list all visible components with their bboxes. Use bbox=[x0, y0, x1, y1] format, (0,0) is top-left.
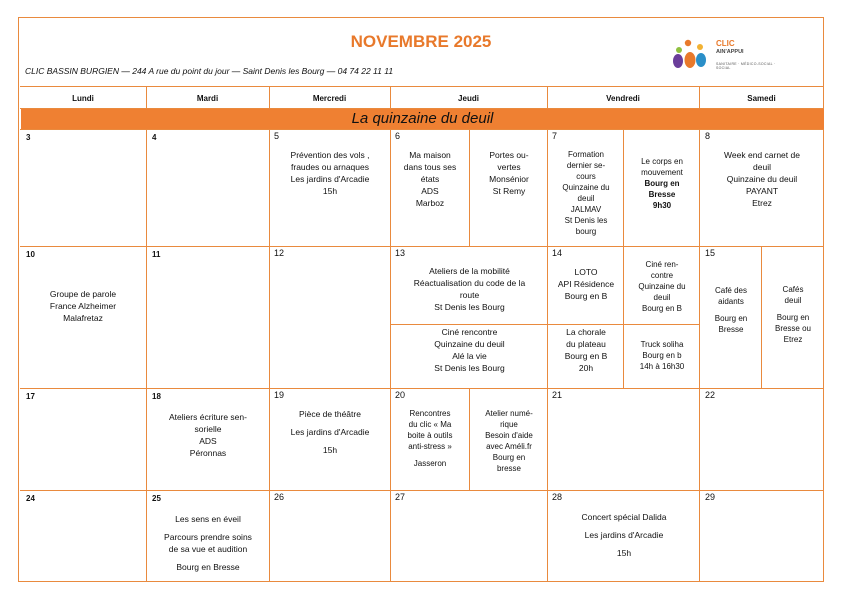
page-title: NOVEMBRE 2025 bbox=[350, 32, 492, 51]
event-ateliers-ecriture: Ateliers écriture sen- sorielle ADS Péronnas bbox=[169, 412, 247, 458]
day-number: 3 bbox=[26, 133, 31, 142]
event-corps-en-mouvement: Le corps en mouvement Bourg en Bresse 9h30 bbox=[641, 157, 683, 210]
logo-subname: AIN'APPUI bbox=[716, 49, 744, 55]
day-number: 25 bbox=[152, 494, 161, 503]
day-number: 15 bbox=[705, 248, 716, 258]
header-samedi: Samedi bbox=[747, 94, 776, 103]
day-number: 19 bbox=[274, 390, 285, 400]
event-chorale: La chorale du plateau Bourg en B 20h bbox=[564, 327, 608, 373]
organization-address: CLIC BASSIN BURGIEN — 244 A rue du point du jour — Saint Denis les Bourg — 04 74 22 11 11 bbox=[25, 66, 394, 76]
day-number: 24 bbox=[26, 494, 35, 503]
event-cine-rencontre: Ciné rencontre Quinzaine du deuil Alé la vie St Denis les Bourg bbox=[434, 327, 505, 373]
event-formation-dernier-secours: Formation dernier se- cours Quinzaine du deuil JALMAV St Denis les bourg bbox=[562, 150, 610, 236]
day-number: 17 bbox=[26, 392, 35, 401]
day-number: 10 bbox=[26, 250, 35, 259]
event-cafe-aidants: Café des aidants Bourg en Bresse bbox=[714, 286, 748, 334]
day-number: 22 bbox=[705, 390, 716, 400]
day-number: 29 bbox=[705, 492, 716, 502]
logo-name: CLIC bbox=[716, 39, 735, 48]
event-truck-soliha: Truck soliha Bourg en b 14h à 16h30 bbox=[639, 340, 685, 371]
day-number: 26 bbox=[274, 492, 285, 502]
header-jeudi: Jeudi bbox=[458, 94, 479, 103]
event-cafes-deuil: Cafés deuil Bourg en Bresse ou Etrez bbox=[774, 285, 812, 344]
event-ma-maison: Ma maison dans tous ses états ADS Marboz bbox=[403, 150, 457, 208]
logo-people-icon bbox=[670, 38, 712, 72]
event-ateliers-mobilite: Ateliers de la mobilité Réactualisation du code de la route St Denis les Bourg bbox=[413, 266, 526, 312]
header-mardi: Mardi bbox=[196, 94, 219, 103]
header-vendredi: Vendredi bbox=[606, 94, 640, 103]
day-number: 8 bbox=[705, 131, 711, 141]
day-number: 12 bbox=[274, 248, 285, 258]
day-number: 7 bbox=[552, 131, 558, 141]
event-concert-dalida: Concert spécial Dalida Les jardins d'Arcadie 15h bbox=[581, 512, 667, 558]
day-number: 18 bbox=[152, 392, 161, 401]
day-number: 13 bbox=[395, 248, 406, 258]
event-week-end-carnet: Week end carnet de deuil Quinzaine du deuil PAYANT Etrez bbox=[724, 150, 800, 208]
event-groupe-de-parole: Groupe de parole France Alzheimer Malafretaz bbox=[49, 289, 117, 323]
day-number: 6 bbox=[395, 131, 401, 141]
day-number: 21 bbox=[552, 390, 563, 400]
event-sens-en-eveil: Les sens en éveil Parcours prendre soins de sa vue et audition Bourg en Bresse bbox=[164, 514, 252, 572]
event-atelier-numerique: Atelier numé- rique Besoin d'aide avec Améli.fr Bourg en bresse bbox=[485, 409, 533, 473]
logo-tagline: SANITAIRE · MÉDICO-SOCIAL · SOCIAL bbox=[716, 62, 776, 70]
event-portes-ouvertes: Portes ou- vertes Monsénior St Remy bbox=[489, 150, 529, 196]
event-prevention-vols: Prévention des vols , fraudes ou arnaques Les jardins d'Arcadie 15h bbox=[290, 150, 370, 196]
day-number: 5 bbox=[274, 131, 280, 141]
day-number: 14 bbox=[552, 248, 563, 258]
header-mercredi: Mercredi bbox=[312, 94, 347, 103]
banner-quinzaine: La quinzaine du deuil bbox=[21, 109, 824, 129]
day-number: 28 bbox=[552, 492, 563, 502]
event-piece-theatre: Pièce de théâtre Les jardins d'Arcadie 15h bbox=[290, 409, 370, 455]
clic-logo bbox=[670, 38, 790, 72]
header-lundi: Lundi bbox=[72, 94, 94, 103]
day-number: 27 bbox=[395, 492, 406, 502]
day-number: 11 bbox=[152, 250, 161, 259]
day-number: 20 bbox=[395, 390, 406, 400]
day-number: 4 bbox=[152, 133, 157, 142]
event-loto: LOTO API Résidence Bourg en B bbox=[557, 267, 615, 301]
event-cine-rencontre-deuil: Ciné ren- contre Quinzaine du deuil Bourg en B bbox=[638, 260, 686, 313]
event-rencontres-clic: Rencontres du clic « Ma boite à outils anti-stress » Jasseron bbox=[407, 409, 453, 468]
